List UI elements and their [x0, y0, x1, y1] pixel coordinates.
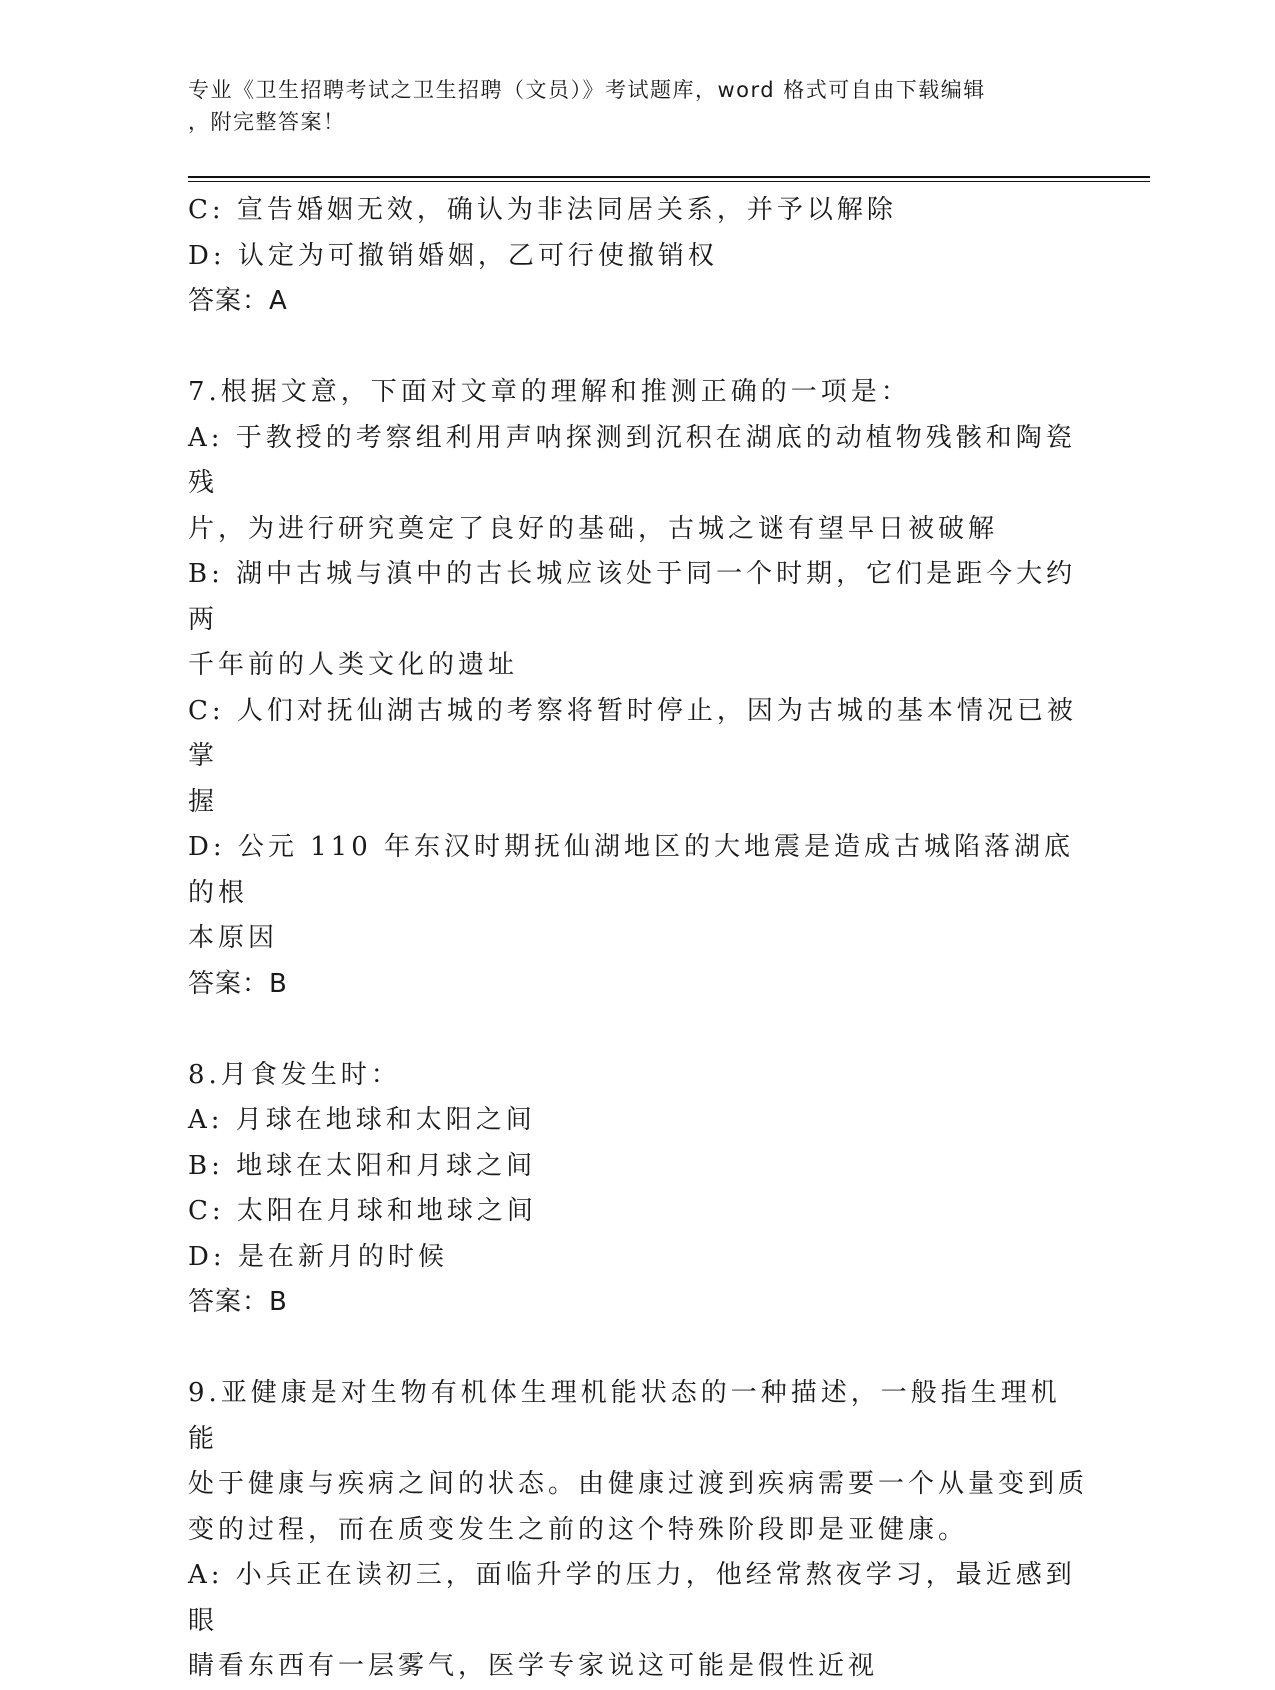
option-line: B: 地球在太阳和月球之间 [188, 1150, 537, 1181]
question-7 [188, 370, 1088, 1007]
option-line: 片，为进行研究奠定了良好的基础，古城之谜有望早日被破解 [188, 513, 999, 544]
option-line: 千年前的人类文化的遗址 [188, 650, 519, 680]
question-9 [188, 1371, 1088, 1690]
question-8 [188, 1053, 1088, 1326]
header-rule-thin [188, 181, 1150, 182]
option-line: A: 于教授的考察组利用声呐探测到沉积在湖底的动植物残骸和陶瓷残 [188, 422, 1076, 498]
option-line: 本原因 [188, 923, 279, 953]
answer-line: 答案：A [188, 286, 288, 316]
answer-line: 答案：B [188, 968, 288, 999]
option-line: D: 是在新月的时候 [188, 1241, 448, 1272]
option-line: A: 月球在地球和太阳之间 [188, 1105, 536, 1135]
answer-line: 答案：B [188, 1287, 288, 1317]
option-line: D: 认定为可撤销婚姻，乙可行使撤销权 [188, 240, 718, 271]
question-stem: 处于健康与疾病之间的状态。由健康过渡到疾病需要一个从量变到质 [188, 1469, 1089, 1499]
header-rule-thick [188, 176, 1150, 178]
question-stem: 7.根据文意，下面对文章的理解和推测正确的一项是： [188, 377, 911, 407]
spacer [188, 325, 1088, 371]
question-fragment [188, 188, 1088, 325]
question-stem: 变的过程，而在质变发生之前的这个特殊阶段即是亚健康。 [188, 1514, 969, 1545]
spacer [188, 1326, 1088, 1372]
header-line-2: ，附完整答案！ [188, 110, 346, 134]
option-line: C: 人们对抚仙湖古城的考察将暂时停止，因为古城的基本情况已被掌 [188, 695, 1077, 771]
option-line: 握 [188, 786, 219, 817]
option-line: C: 宣告婚姻无效，确认为非法同居关系，并予以解除 [188, 195, 897, 225]
option-line: C: 太阳在月球和地球之间 [188, 1196, 537, 1226]
spacer [188, 1007, 1088, 1053]
document-body [188, 188, 1088, 1690]
question-stem: 8.月食发生时： [188, 1059, 401, 1090]
option-line: A: 小兵正在读初三，面临升学的压力，他经常熬夜学习，最近感到眼 [188, 1560, 1076, 1636]
option-line: D: 公元 110 年东汉时期抚仙湖地区的大地震是造成古城陷落湖底的根 [188, 832, 1075, 908]
option-line: B: 湖中古城与滇中的古长城应该处于同一个时期，它们是距今大约两 [188, 559, 1077, 635]
question-stem: 9.亚健康是对生物有机体生理机能状态的一种描述，一般指生理机能 [188, 1378, 1061, 1454]
option-line: 睛看东西有一层雾气，医学专家说这可能是假性近视 [188, 1651, 879, 1681]
header-line-1: 专业《卫生招聘考试之卫生招聘（文员）》考试题库，word 格式可自由下载编辑 [188, 78, 986, 102]
document-header [188, 74, 1068, 138]
